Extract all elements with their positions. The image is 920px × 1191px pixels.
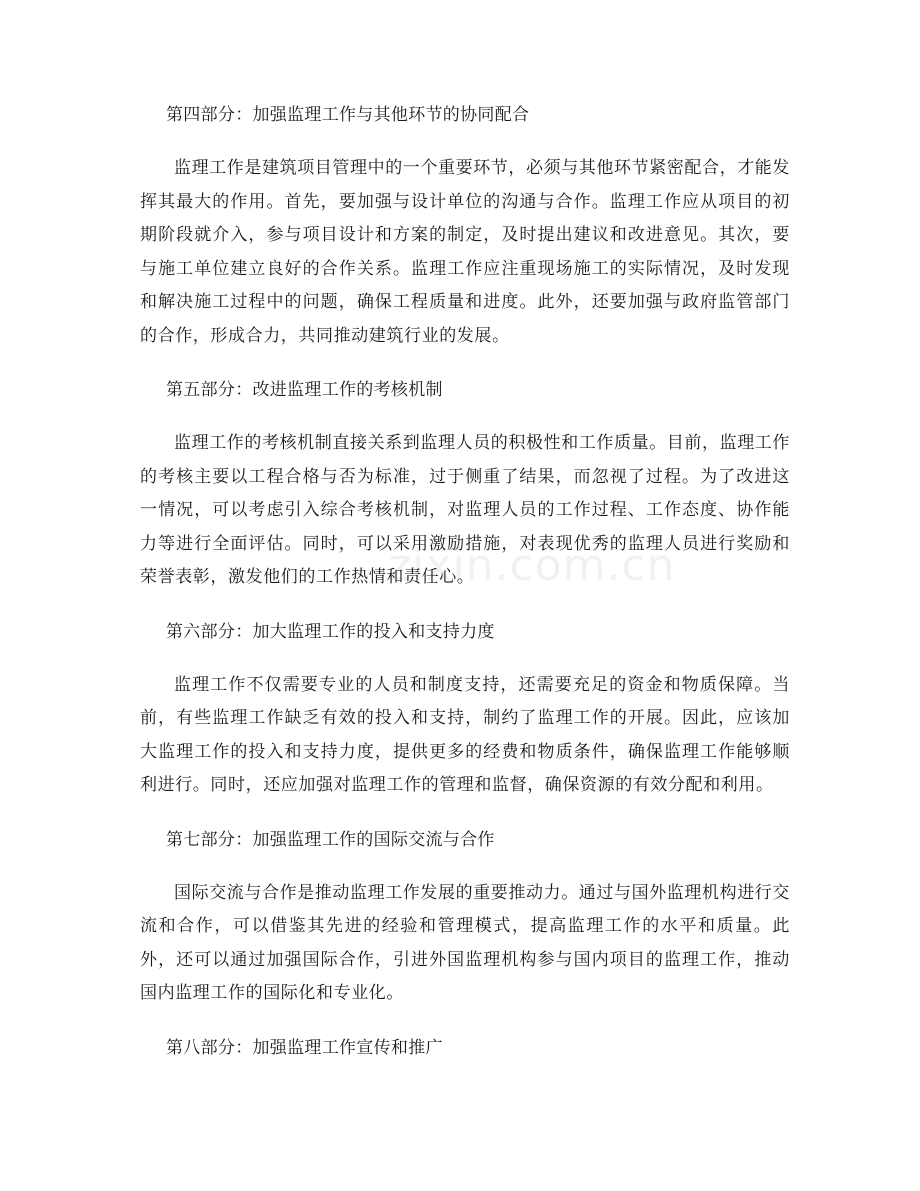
- section-heading-4: 第四部分：加强监理工作与其他环节的协同配合: [166, 105, 530, 125]
- section-heading-6: 第六部分：加大监理工作的投入和支持力度: [166, 621, 495, 642]
- section-heading-5: 第五部分：改进监理工作的考核机制: [166, 380, 443, 400]
- document-body: [140, 100, 790, 1085]
- section-heading-8: 第八部分：加强监理工作宣传和推广: [166, 1037, 443, 1058]
- watermark: zixin.com.cn: [388, 540, 676, 591]
- section-paragraph-5: 监理工作的考核机制直接关系到监理人员的积极性和工作质量。目前，监理工作的考核主要以工程合格与否为标准，过于侧重了结果，而忽视了过程。为了改进这一情况，可以考虑引入综合考核机制，对监理人员的工作过程、工作态度、协作能力等进行全面评估。同时，可以采用激励措施，对表现优秀的监理人员进行奖励和荣誉表彰，激发他们的工作热情和责任心。: [140, 433, 790, 587]
- section-paragraph-4: 监理工作是建筑项目管理中的一个重要环节，必须与其他环节紧密配合，才能发挥其最大的作用。首先，要加强与设计单位的沟通与合作。监理工作应从项目的初期阶段就介入，参与项目设计和方案的制定，及时提出建议和改进意见。其次，要与施工单位建立良好的合作关系。监理工作应注重现场施工的实际情况，及时发现和解决施工过程中的问题，确保工程质量和进度。此外，还要加强与政府监管部门的合作，形成合力，共同推动建筑行业的发展。: [140, 158, 790, 346]
- section-paragraph-7: 国际交流与合作是推动监理工作发展的重要推动力。通过与国外监理机构进行交流和合作，可以借鉴其先进的经验和管理模式，提高监理工作的水平和质量。此外，还可以通过加强国际合作，引进外国监理机构参与国内项目的监理工作，推动国内监理工作的国际化和专业化。: [140, 882, 790, 1003]
- section-paragraph-6: 监理工作不仅需要专业的人员和制度支持，还需要充足的资金和物质保障。当前，有些监理工作缺乏有效的投入和支持，制约了监理工作的开展。因此，应该加大监理工作的投入和支持力度，提供更多的经费和物质条件，确保监理工作能够顺利进行。同时，还应加强对监理工作的管理和监督，确保资源的有效分配和利用。: [140, 674, 790, 795]
- section-heading-7: 第七部分：加强监理工作的国际交流与合作: [166, 829, 495, 850]
